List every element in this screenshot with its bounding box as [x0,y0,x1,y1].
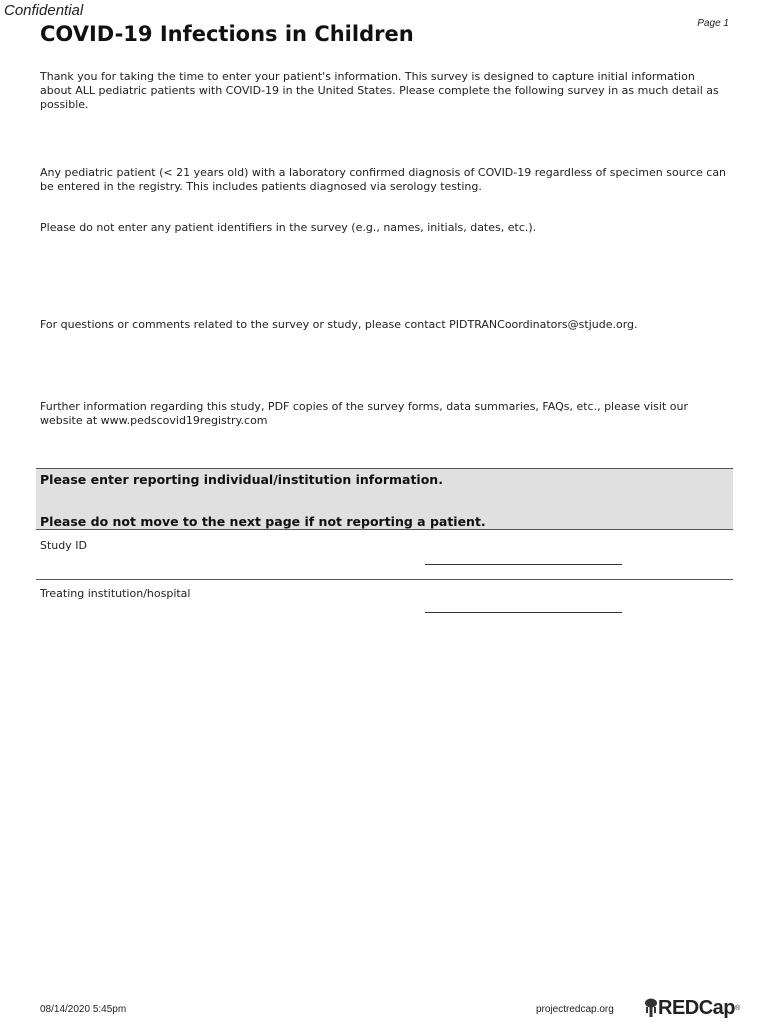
study-id-field[interactable] [425,564,622,565]
intro-paragraph-1: Thank you for taking the time to enter your patient's information. This survey is designed to capture initial information about ALL pediatric patients with COVID-19 in the United States. Please complete the following survey in as much detail as possible. [40,70,719,111]
intro-paragraph-5: Further information regarding this study, PDF copies of the survey forms, data summaries, FAQs, etc., please visit our website at www.pedscovid19registry.com [40,400,688,427]
institution-label: Treating institution/hospital [40,587,191,600]
section-instruction-2: Please do not move to the next page if not reporting a patient. [40,514,486,529]
logo-registered-mark: ® [735,1004,741,1012]
redcap-logo [644,996,740,1020]
page-title: COVID-19 Infections in Children [40,22,414,46]
intro-paragraph-3: Please do not enter any patient identifiers in the survey (e.g., names, initials, dates, etc.). [40,221,537,234]
logo-text: REDCap [658,996,736,1019]
confidential-label: Confidential [4,2,84,19]
page-number: Page 1 [697,18,729,29]
institution-field[interactable] [425,612,622,613]
intro-paragraph-4: For questions or comments related to the survey or study, please contact PIDTRANCoordinators@stjude.org. [40,318,638,331]
study-id-label: Study ID [40,539,87,552]
footer-timestamp: 08/14/2020 5:45pm [40,1004,127,1015]
section-header [36,468,733,530]
redcap-icon [644,998,658,1018]
section-instruction-1: Please enter reporting individual/institution information. [40,472,443,487]
footer-site-link[interactable]: projectredcap.org [536,1004,614,1015]
field-divider [36,579,733,580]
intro-paragraph-2: Any pediatric patient (< 21 years old) with a laboratory confirmed diagnosis of COVID-19 regardless of specimen source can be entered in the registry. This includes patients diagnosed via serology testing. [40,166,727,193]
